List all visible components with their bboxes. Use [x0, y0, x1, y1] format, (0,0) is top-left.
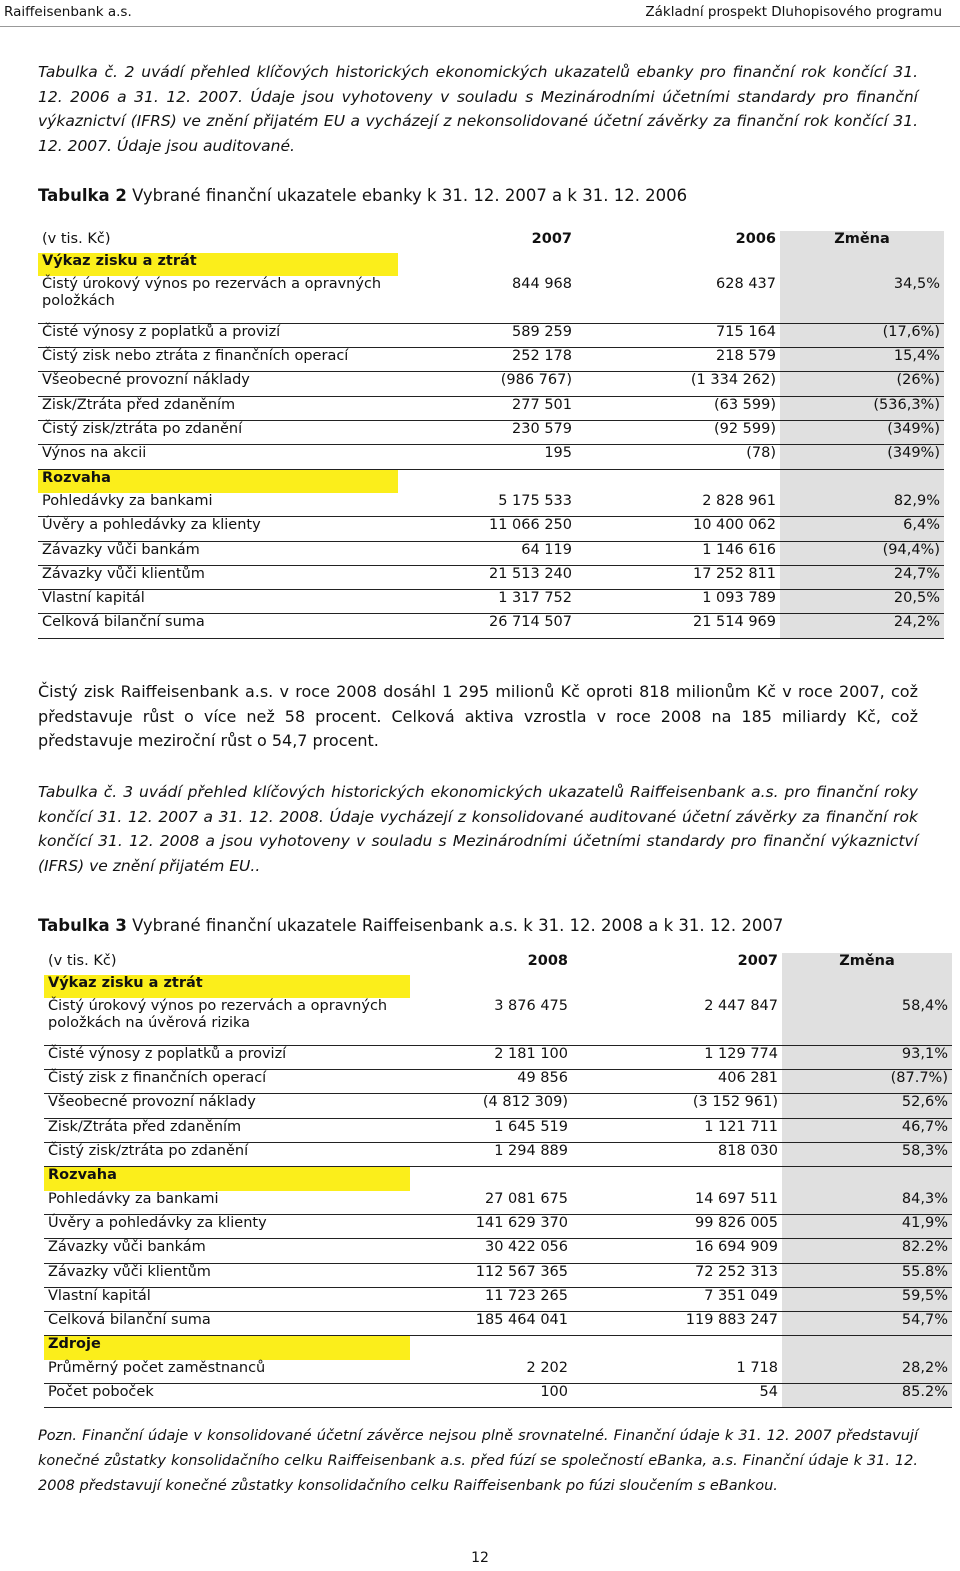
table-row	[44, 1094, 952, 1118]
table-row	[44, 1287, 952, 1311]
row-label: Čistý zisk nebo ztráta z finančních operací	[38, 348, 398, 372]
value-current: 844 968	[398, 276, 576, 323]
row-label: Celková bilanční suma	[38, 614, 398, 638]
table-row	[44, 1070, 952, 1094]
value-previous: 7 351 049	[572, 1287, 782, 1311]
page-header	[0, 2, 960, 24]
value-change: 46,7%	[782, 1118, 952, 1142]
table-row	[44, 1214, 952, 1238]
table3-section-income: Výkaz zisku a ztrát	[44, 975, 410, 998]
row-label: Úvěry a pohledávky za klienty	[44, 1214, 410, 1238]
value-previous: 1 093 789	[576, 590, 780, 614]
value-previous: 628 437	[576, 276, 780, 323]
value-previous: 218 579	[576, 348, 780, 372]
table-row	[44, 1239, 952, 1263]
value-change: 84,3%	[782, 1191, 952, 1215]
value-current: 49 856	[410, 1070, 572, 1094]
table-row	[38, 421, 944, 445]
table-row	[38, 276, 944, 323]
value-change: 41,9%	[782, 1214, 952, 1238]
row-label: Čistý zisk/ztráta po zdanění	[38, 421, 398, 445]
empty-cell	[398, 253, 576, 276]
empty-cell	[398, 469, 576, 493]
row-label: Čistý úrokový výnos po rezervách a opravných položkách	[38, 276, 398, 323]
table2-section-income: Výkaz zisku a ztrát	[38, 253, 398, 276]
value-previous: 2 447 847	[572, 998, 782, 1045]
row-label: Vlastní kapitál	[38, 590, 398, 614]
value-current: 30 422 056	[410, 1239, 572, 1263]
table3-col-change: Změna	[782, 953, 952, 975]
middle-paragraph: Čistý zisk Raiffeisenbank a.s. v roce 2008 dosáhl 1 295 milionů Kč oproti 818 milionům Kč v roce 2007, což představuje růst o více než 58 procent. Celková aktiva vzrostla v roce 2008 na 185 miliardy Kč, což představuje meziroční růst o 54,7 procent.	[38, 682, 918, 750]
value-previous: 14 697 511	[572, 1191, 782, 1215]
row-label: Čistý úrokový výnos po rezervách a opravných položkách na úvěrová rizika	[44, 998, 410, 1045]
value-current: 277 501	[398, 396, 576, 420]
value-previous: 2 828 961	[576, 493, 780, 517]
row-label: Čisté výnosy z poplatků a provizí	[44, 1045, 410, 1069]
value-current: 3 876 475	[410, 998, 572, 1045]
row-label: Čisté výnosy z poplatků a provizí	[38, 323, 398, 347]
row-label: Vlastní kapitál	[44, 1287, 410, 1311]
table2-title-text: Vybrané finanční ukazatele ebanky k 31. 12. 2007 a k 31. 12. 2006	[132, 186, 688, 205]
table3-unit: (v tis. Kč)	[48, 953, 117, 969]
table-row	[38, 590, 944, 614]
empty-cell	[576, 253, 780, 276]
table-row	[44, 1384, 952, 1408]
value-previous: 1 121 711	[572, 1118, 782, 1142]
header-rule	[0, 26, 960, 27]
empty-change-cell	[782, 975, 952, 998]
value-previous: (3 152 961)	[572, 1094, 782, 1118]
value-change: 15,4%	[780, 348, 944, 372]
value-current: 230 579	[398, 421, 576, 445]
table3-section-balance: Rozvaha	[44, 1167, 410, 1191]
table-row	[44, 1045, 952, 1069]
row-label: Všeobecné provozní náklady	[44, 1094, 410, 1118]
row-label: Závazky vůči klientům	[44, 1263, 410, 1287]
value-previous: 54	[572, 1384, 782, 1408]
table3-section-resources-row	[44, 1336, 952, 1360]
table3-body	[44, 953, 952, 1408]
table3-section-resources: Zdroje	[44, 1336, 410, 1360]
value-current: 26 714 507	[398, 614, 576, 638]
row-label: Závazky vůči klientům	[38, 565, 398, 589]
value-previous: 10 400 062	[576, 517, 780, 541]
header-document-title: Základní prospekt Dluhopisového programu	[645, 4, 942, 20]
table2-section-income-row	[38, 253, 944, 276]
empty-cell	[572, 1336, 782, 1360]
value-change: 28,2%	[782, 1360, 952, 1384]
table2-header-row	[38, 231, 944, 253]
table3-title-number: Tabulka 3	[38, 916, 127, 935]
value-change: 55.8%	[782, 1263, 952, 1287]
value-change: (87.7%)	[782, 1070, 952, 1094]
table-row	[44, 1263, 952, 1287]
value-current: 11 723 265	[410, 1287, 572, 1311]
value-current: 1 317 752	[398, 590, 576, 614]
value-current: 589 259	[398, 323, 576, 347]
table3-col-2008: 2008	[527, 953, 568, 969]
row-label: Úvěry a pohledávky za klienty	[38, 517, 398, 541]
table2-title-number: Tabulka 2	[38, 186, 127, 205]
value-change: 20,5%	[780, 590, 944, 614]
footnote: Pozn. Finanční údaje v konsolidované účetní závěrce nejsou plně srovnatelné. Finanční údaje k 31. 12. 2007 představují konečné zůstatky konsolidačního celku Raiffeisenbank a.s. před fúzí se společností eBanka, a.s. Finanční údaje k 31. 12. 2008 představují konečné zůstatky konsolidačního celku Raiffeisenbank po fúzi sloučením s eBankou.	[38, 1428, 918, 1494]
value-current: (4 812 309)	[410, 1094, 572, 1118]
row-label: Čistý zisk z finančních operací	[44, 1070, 410, 1094]
value-change: (17,6%)	[780, 323, 944, 347]
table2-col-2006: 2006	[735, 231, 776, 247]
table-row	[38, 614, 944, 638]
table3-intro-text: Tabulka č. 3 uvádí přehled klíčových historických ekonomických ukazatelů Raiffeisenbank a.s. pro finanční roky končící 31. 12. 2007 a 31. 12. 2008. Údaje vycházejí z konsolidované auditované účetní závěrky za finanční rok končící 31. 12. 2008 a jsou vyhotoveny v souladu s Mezinárodními účetními standardy pro finanční výkaznictví (IFRS) ve znění přijatém EU..	[38, 783, 918, 875]
table-row	[38, 565, 944, 589]
value-previous: 818 030	[572, 1143, 782, 1167]
value-change: 59,5%	[782, 1287, 952, 1311]
value-previous: (78)	[576, 445, 780, 469]
empty-cell	[410, 1336, 572, 1360]
value-change: (349%)	[780, 421, 944, 445]
value-previous: 715 164	[576, 323, 780, 347]
row-label: Celková bilanční suma	[44, 1312, 410, 1336]
value-current: 100	[410, 1384, 572, 1408]
row-label: Zisk/Ztráta před zdaněním	[38, 396, 398, 420]
value-current: 185 464 041	[410, 1312, 572, 1336]
page-number: 12	[471, 1550, 489, 1566]
row-label: Výnos na akcii	[38, 445, 398, 469]
table-row	[44, 1312, 952, 1336]
value-change: 24,7%	[780, 565, 944, 589]
empty-cell	[410, 975, 572, 998]
table2-body	[38, 231, 944, 638]
table3-section-income-row	[44, 975, 952, 998]
row-label: Všeobecné provozní náklady	[38, 372, 398, 396]
value-previous: (92 599)	[576, 421, 780, 445]
value-change: 85.2%	[782, 1384, 952, 1408]
empty-cell	[576, 469, 780, 493]
value-current: 27 081 675	[410, 1191, 572, 1215]
value-change: (349%)	[780, 445, 944, 469]
table3-section-balance-row	[44, 1167, 952, 1191]
value-previous: 21 514 969	[576, 614, 780, 638]
value-current: (986 767)	[398, 372, 576, 396]
table-row	[38, 396, 944, 420]
row-label: Čistý zisk/ztráta po zdanění	[44, 1143, 410, 1167]
table-row	[38, 323, 944, 347]
table-row	[44, 1118, 952, 1142]
empty-change-cell	[780, 253, 944, 276]
table2	[38, 231, 944, 639]
table-row	[38, 493, 944, 517]
value-current: 195	[398, 445, 576, 469]
empty-cell	[572, 975, 782, 998]
empty-change-cell	[782, 1336, 952, 1360]
row-label: Počet poboček	[44, 1384, 410, 1408]
value-previous: (63 599)	[576, 396, 780, 420]
empty-change-cell	[780, 469, 944, 493]
value-current: 11 066 250	[398, 517, 576, 541]
intro-paragraph: Tabulka č. 2 uvádí přehled klíčových historických ekonomických ukazatelů ebanky pro finanční rok končící 31. 12. 2006 a 31. 12. 2007. Údaje jsou vyhotoveny v souladu s Mezinárodními účetními standardy pro finanční výkaznictví (IFRS) ve znění přijatém EU a vycházejí z nekonsolidované účetní závěrky za finanční rok končící 31. 12. 2007. Údaje jsou auditované.	[38, 63, 918, 155]
table2-section-balance: Rozvaha	[38, 469, 398, 493]
table3-intro-paragraph	[38, 780, 918, 878]
value-previous: (1 334 262)	[576, 372, 780, 396]
value-current: 2 181 100	[410, 1045, 572, 1069]
table-row	[44, 1360, 952, 1384]
empty-change-cell	[782, 1167, 952, 1191]
table-row	[38, 348, 944, 372]
value-change: (94,4%)	[780, 541, 944, 565]
value-current: 1 645 519	[410, 1118, 572, 1142]
value-change: 93,1%	[782, 1045, 952, 1069]
row-label: Závazky vůči bankám	[44, 1239, 410, 1263]
table-row	[38, 372, 944, 396]
table-row	[44, 1191, 952, 1215]
table-row	[38, 541, 944, 565]
table2-title	[38, 186, 687, 205]
empty-cell	[410, 1167, 572, 1191]
value-previous: 16 694 909	[572, 1239, 782, 1263]
value-current: 2 202	[410, 1360, 572, 1384]
table2-section-balance-row	[38, 469, 944, 493]
value-change: 34,5%	[780, 276, 944, 323]
header-company: Raiffeisenbank a.s.	[4, 4, 132, 20]
value-change: 52,6%	[782, 1094, 952, 1118]
table2-col-change: Změna	[780, 231, 944, 253]
value-previous: 1 129 774	[572, 1045, 782, 1069]
value-current: 1 294 889	[410, 1143, 572, 1167]
value-change: 82,9%	[780, 493, 944, 517]
value-previous: 1 718	[572, 1360, 782, 1384]
row-label: Průměrný počet zaměstnanců	[44, 1360, 410, 1384]
table-row	[44, 1143, 952, 1167]
value-current: 64 119	[398, 541, 576, 565]
table2-unit: (v tis. Kč)	[42, 231, 111, 247]
value-current: 112 567 365	[410, 1263, 572, 1287]
value-previous: 72 252 313	[572, 1263, 782, 1287]
table3-col-2007: 2007	[737, 953, 778, 969]
table2-col-2007: 2007	[531, 231, 572, 247]
value-change: 24,2%	[780, 614, 944, 638]
value-change: (536,3%)	[780, 396, 944, 420]
value-previous: 119 883 247	[572, 1312, 782, 1336]
table-row	[38, 445, 944, 469]
value-change: 58,4%	[782, 998, 952, 1045]
value-previous: 1 146 616	[576, 541, 780, 565]
value-previous: 99 826 005	[572, 1214, 782, 1238]
value-previous: 17 252 811	[576, 565, 780, 589]
value-current: 252 178	[398, 348, 576, 372]
table-row	[44, 998, 952, 1045]
table-row	[38, 517, 944, 541]
value-change: 6,4%	[780, 517, 944, 541]
table3	[44, 953, 952, 1408]
row-label: Závazky vůči bankám	[38, 541, 398, 565]
table3-title-text: Vybrané finanční ukazatele Raiffeisenbank a.s. k 31. 12. 2008 a k 31. 12. 2007	[132, 916, 784, 935]
table3-header-row	[44, 953, 952, 975]
empty-cell	[572, 1167, 782, 1191]
value-change: 54,7%	[782, 1312, 952, 1336]
value-current: 141 629 370	[410, 1214, 572, 1238]
row-label: Pohledávky za bankami	[38, 493, 398, 517]
table3-title	[38, 916, 783, 935]
value-change: 58,3%	[782, 1143, 952, 1167]
value-current: 5 175 533	[398, 493, 576, 517]
value-change: 82.2%	[782, 1239, 952, 1263]
value-previous: 406 281	[572, 1070, 782, 1094]
row-label: Pohledávky za bankami	[44, 1191, 410, 1215]
value-change: (26%)	[780, 372, 944, 396]
value-current: 21 513 240	[398, 565, 576, 589]
row-label: Zisk/Ztráta před zdaněním	[44, 1118, 410, 1142]
